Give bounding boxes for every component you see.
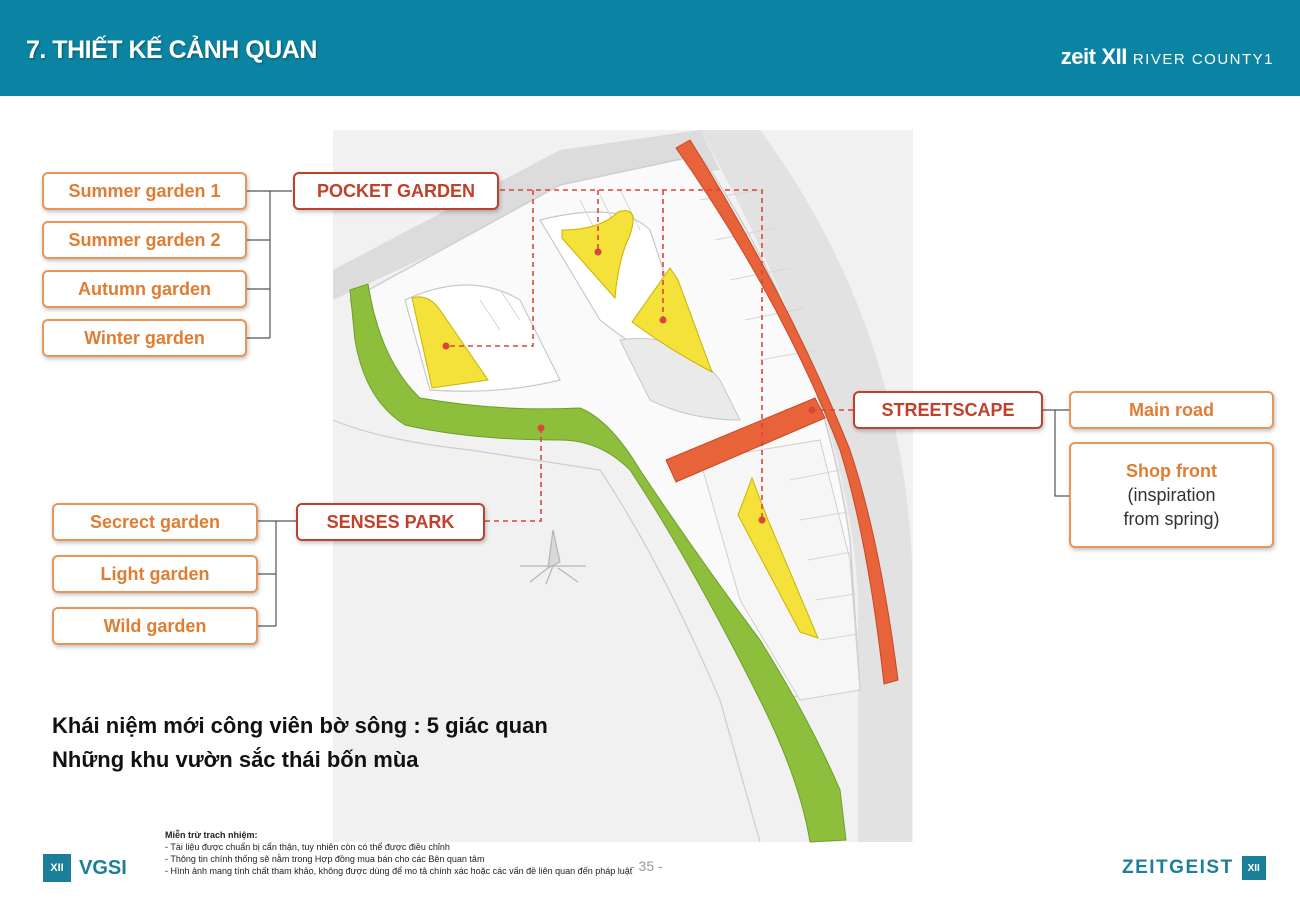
autumn-garden-label: Autumn garden [42, 270, 247, 308]
zeitgeist-logo-text: ZEITGEIST [1122, 857, 1234, 878]
secret-garden-label: Secrect garden [52, 503, 258, 541]
disclaimer-title: Miễn trừ trach nhiệm: [165, 830, 258, 840]
page-title: 7. THIẾT KẾ CẢNH QUAN [26, 36, 317, 64]
disclaimer-line-1: - Tài liệu được chuẩn bị cẩn thận, tuy nhiên còn có thể được điều chỉnh [165, 842, 450, 852]
senses-park-label: SENSES PARK [296, 503, 485, 541]
light-garden-label: Light garden [52, 555, 258, 593]
disclaimer [165, 829, 632, 877]
concept-line-1: Khái niệm mới công viên bờ sông : 5 giác quan [52, 713, 548, 738]
streetscape-label: STREETSCAPE [853, 391, 1043, 429]
brand-sub: RIVER COUNTY1 [1132, 51, 1274, 68]
shop-front-title: Shop front [1126, 461, 1217, 481]
wild-garden-label: Wild garden [52, 607, 258, 645]
shop-front-sub-2: from spring) [1123, 509, 1220, 529]
winter-garden-label: Winter garden [42, 319, 247, 357]
shop-front-sub-1: (inspiration [1127, 485, 1216, 505]
main-road-label: Main road [1069, 391, 1274, 429]
page-number: - 35 - [630, 858, 663, 874]
vgsi-logo-mark: XII [43, 854, 71, 882]
concept-line-2: Những khu vườn sắc thái bốn mùa [52, 747, 419, 772]
summer-garden-2-label: Summer garden 2 [42, 221, 247, 259]
zeitgeist-logo-mark: XII [1242, 856, 1266, 880]
summer-garden-1-label: Summer garden 1 [42, 172, 247, 210]
pocket-garden-label: POCKET GARDEN [293, 172, 499, 210]
zeitgeist-logo [1122, 856, 1266, 880]
brand-main: zeit [1060, 44, 1096, 69]
vgsi-logo [43, 854, 127, 882]
vgsi-logo-text: VGSI [79, 856, 127, 879]
shop-front-label [1069, 442, 1274, 548]
disclaimer-line-3: - Hình ảnh mang tính chất tham khảo, không được dùng để mo tả chính xác hoặc các vấn đề liên quan đến pháp luật [165, 866, 633, 876]
disclaimer-line-2: - Thông tin chính thống sẽ nằm trong Hợp đồng mua bán cho các Bên quan tâm [165, 854, 485, 864]
brand-mark: XII [1101, 44, 1127, 69]
